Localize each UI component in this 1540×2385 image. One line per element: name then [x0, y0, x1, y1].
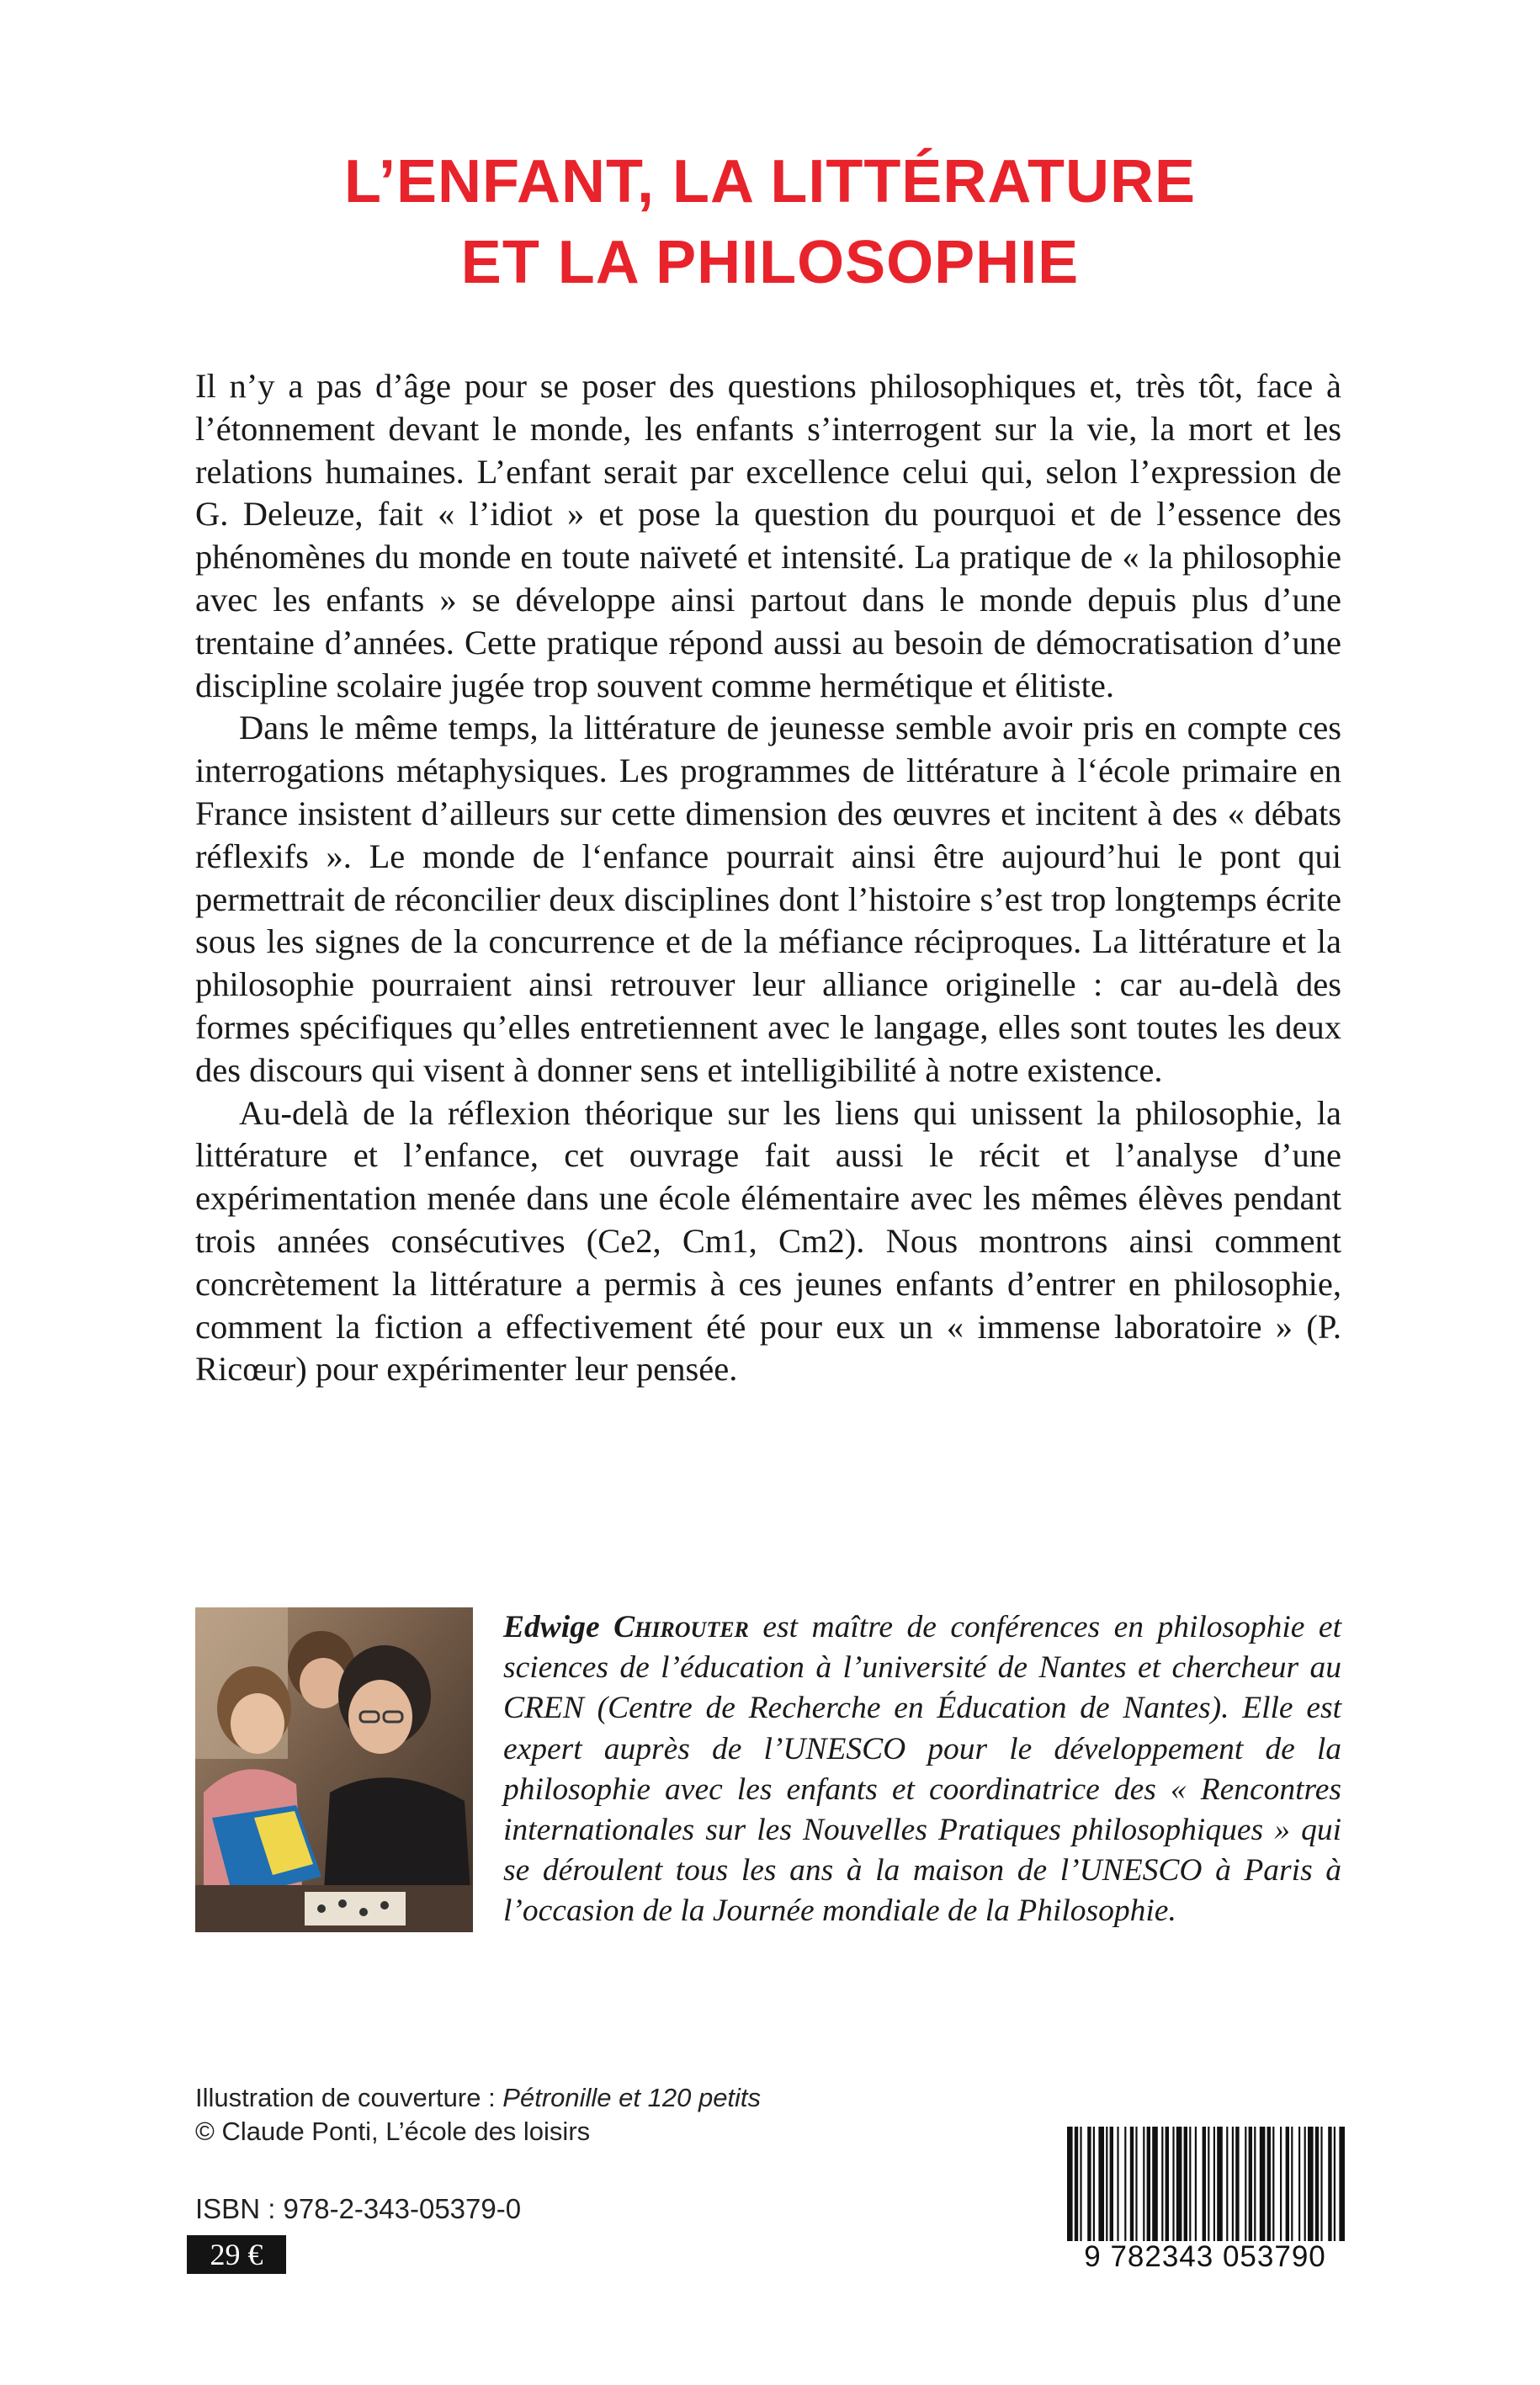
barcode-bar: [1130, 2127, 1134, 2241]
barcode-bar: [1172, 2127, 1174, 2241]
barcode-bar: [1280, 2127, 1282, 2241]
barcode-bar: [1106, 2127, 1107, 2241]
barcode-bar: [1184, 2127, 1187, 2241]
barcode: [1062, 2127, 1348, 2244]
barcode-bar: [1124, 2127, 1126, 2241]
barcode-bar: [1260, 2127, 1266, 2241]
price-tag: 29 €: [187, 2235, 286, 2274]
copyright-line: © Claude Ponti, L’école des loisirs: [195, 2117, 591, 2146]
author-bio: [412, 1607, 1341, 1932]
barcode-bar: [1098, 2127, 1104, 2241]
description-paragraph-2: Dans le même temps, la littérature de jeunesse semble avoir pris en compte ces interrogations métaphysiques. Les programmes de littérature à l‘école primaire en France insistent d’ailleurs sur cette dimension des œuvres et incitent à des « débats réflexifs ». Le monde de l‘enfance pourrait ainsi être aujourd’hui le pont qui permettrait de réconcilier deux disciplines dont l’histoire s’est trop longtemps écrite sous les signes de la concurrence et de la méfiance réciproques. La littérature et la philosophie pourraient ainsi retrouver leur alliance originelle : car au-delà des formes spécifiques qu’elles entretiennent avec le langage, elles sont toutes les deux des discours qui visent à donner sens et intelligibilité à notre existence.: [195, 709, 1341, 1089]
barcode-bar: [1075, 2127, 1078, 2241]
barcode-bar: [1245, 2127, 1246, 2241]
barcode-bar: [1208, 2127, 1209, 2241]
barcode-bar: [1203, 2127, 1206, 2241]
barcode-bar: [1093, 2127, 1095, 2241]
barcode-bar: [1298, 2127, 1300, 2241]
barcode-bar: [1087, 2127, 1091, 2241]
barcode-bar: [1166, 2127, 1169, 2241]
barcode-bar: [1249, 2127, 1252, 2241]
barcode-bar: [1308, 2127, 1314, 2241]
barcode-bar: [1235, 2127, 1239, 2241]
barcode-bar: [1161, 2127, 1163, 2241]
barcode-digits: 9 782343 053790: [1084, 2240, 1326, 2273]
barcode-bar: [1328, 2127, 1331, 2241]
barcode-bar: [1152, 2127, 1158, 2241]
barcode-bar: [1272, 2127, 1274, 2241]
illustration-credit: [195, 2081, 761, 2115]
barcode-bar: [1339, 2127, 1345, 2241]
barcode-bar: [1189, 2127, 1191, 2241]
bio-photo-spacer: [412, 1607, 503, 1932]
barcode-bar: [1315, 2127, 1319, 2241]
back-cover-description: [195, 365, 1341, 1391]
title-line-2: ET LA PHILOSOPHIE: [460, 229, 1080, 296]
barcode-bar: [1320, 2127, 1322, 2241]
barcode-bar: [1267, 2127, 1271, 2241]
barcode-bar: [1195, 2127, 1197, 2241]
author-first-name: Edwige: [503, 1610, 600, 1644]
barcode-bar: [1143, 2127, 1144, 2241]
book-title: [0, 141, 1540, 303]
barcode-bar: [1304, 2127, 1306, 2241]
illustration-label: Illustration de couverture :: [195, 2083, 503, 2112]
barcode-bar: [1135, 2127, 1137, 2241]
author-last-name: Chirouter: [613, 1610, 749, 1644]
barcode-bar: [1067, 2127, 1073, 2241]
barcode-bar: [1176, 2127, 1182, 2241]
barcode-bar: [1117, 2127, 1118, 2241]
barcode-bar: [1254, 2127, 1256, 2241]
description-paragraph-1: Il n’y a pas d’âge pour se poser des questions philosophiques et, très tôt, face à l’étonnement devant le monde, les enfants s’interrogent sur la vie, la mort et les relations humaines. L’enfant serait par excellence celui qui, selon l’expression de G. Deleuze, fait « l’idiot » et pose la question du pourquoi et de l’essence des phénomènes du monde en toute naïveté et intensité. La pratique de « la philosophie avec les enfants » se développe ainsi partout dans le monde depuis plus d’une trentaine d’années. Cette pratique répond aussi au besoin de démocratisation d’une discipline scolaire jugée trop souvent comme hermétique et élitiste.: [195, 367, 1341, 704]
barcode-bar: [1232, 2127, 1234, 2241]
barcode-bar: [1286, 2127, 1289, 2241]
barcode-bar: [1213, 2127, 1215, 2241]
barcode-bar: [1226, 2127, 1228, 2241]
barcode-bar: [1147, 2127, 1150, 2241]
author-bio-text: est maître de conférences en philosophie et sciences de l’éducation à l’université de Nantes et chercheur au CREN (Centre de Recherche en Éducation de Nantes). Elle est expert auprès de l’UNESCO pour le développement de la philosophie avec les enfants et coordinatrice des « Rencontres internationales sur les Nouvelles Pratiques philosophiques » qui se déroulent tous les ans à la maison de l’UNESCO à Paris à l’occasion de la Journée mondiale de la Philosophie.: [503, 1610, 1341, 1929]
title-line-1: L’ENFANT, LA LITTÉRATURE: [344, 148, 1196, 215]
cover-credits: [195, 2081, 761, 2149]
description-paragraph-3: Au-delà de la réflexion théorique sur les liens qui unissent la philosophie, la littérature et l’enfance, cet ouvrage fait aussi le récit et l’analyse d’une expérimentation menée dans une école élémentaire avec les mêmes élèves pendant trois années consécutives (Ce2, Cm1, Cm2). Nous montrons ainsi comment concrètement la littérature a permis à ces jeunes enfants d’entrer en philosophie, comment la fiction a effectivement été pour eux un « immense laboratoire » (P. Ricœur) pour expérimenter leur pensée.: [195, 1093, 1341, 1389]
barcode-bar: [1110, 2127, 1113, 2241]
barcode-bar: [1080, 2127, 1081, 2241]
barcode-bar: [1291, 2127, 1293, 2241]
illustration-title: Pétronille et 120 petits: [502, 2083, 762, 2112]
barcode-bar: [1334, 2127, 1336, 2241]
isbn-number: ISBN : 978-2-343-05379-0: [195, 2193, 522, 2224]
barcode-bar: [1217, 2127, 1223, 2241]
